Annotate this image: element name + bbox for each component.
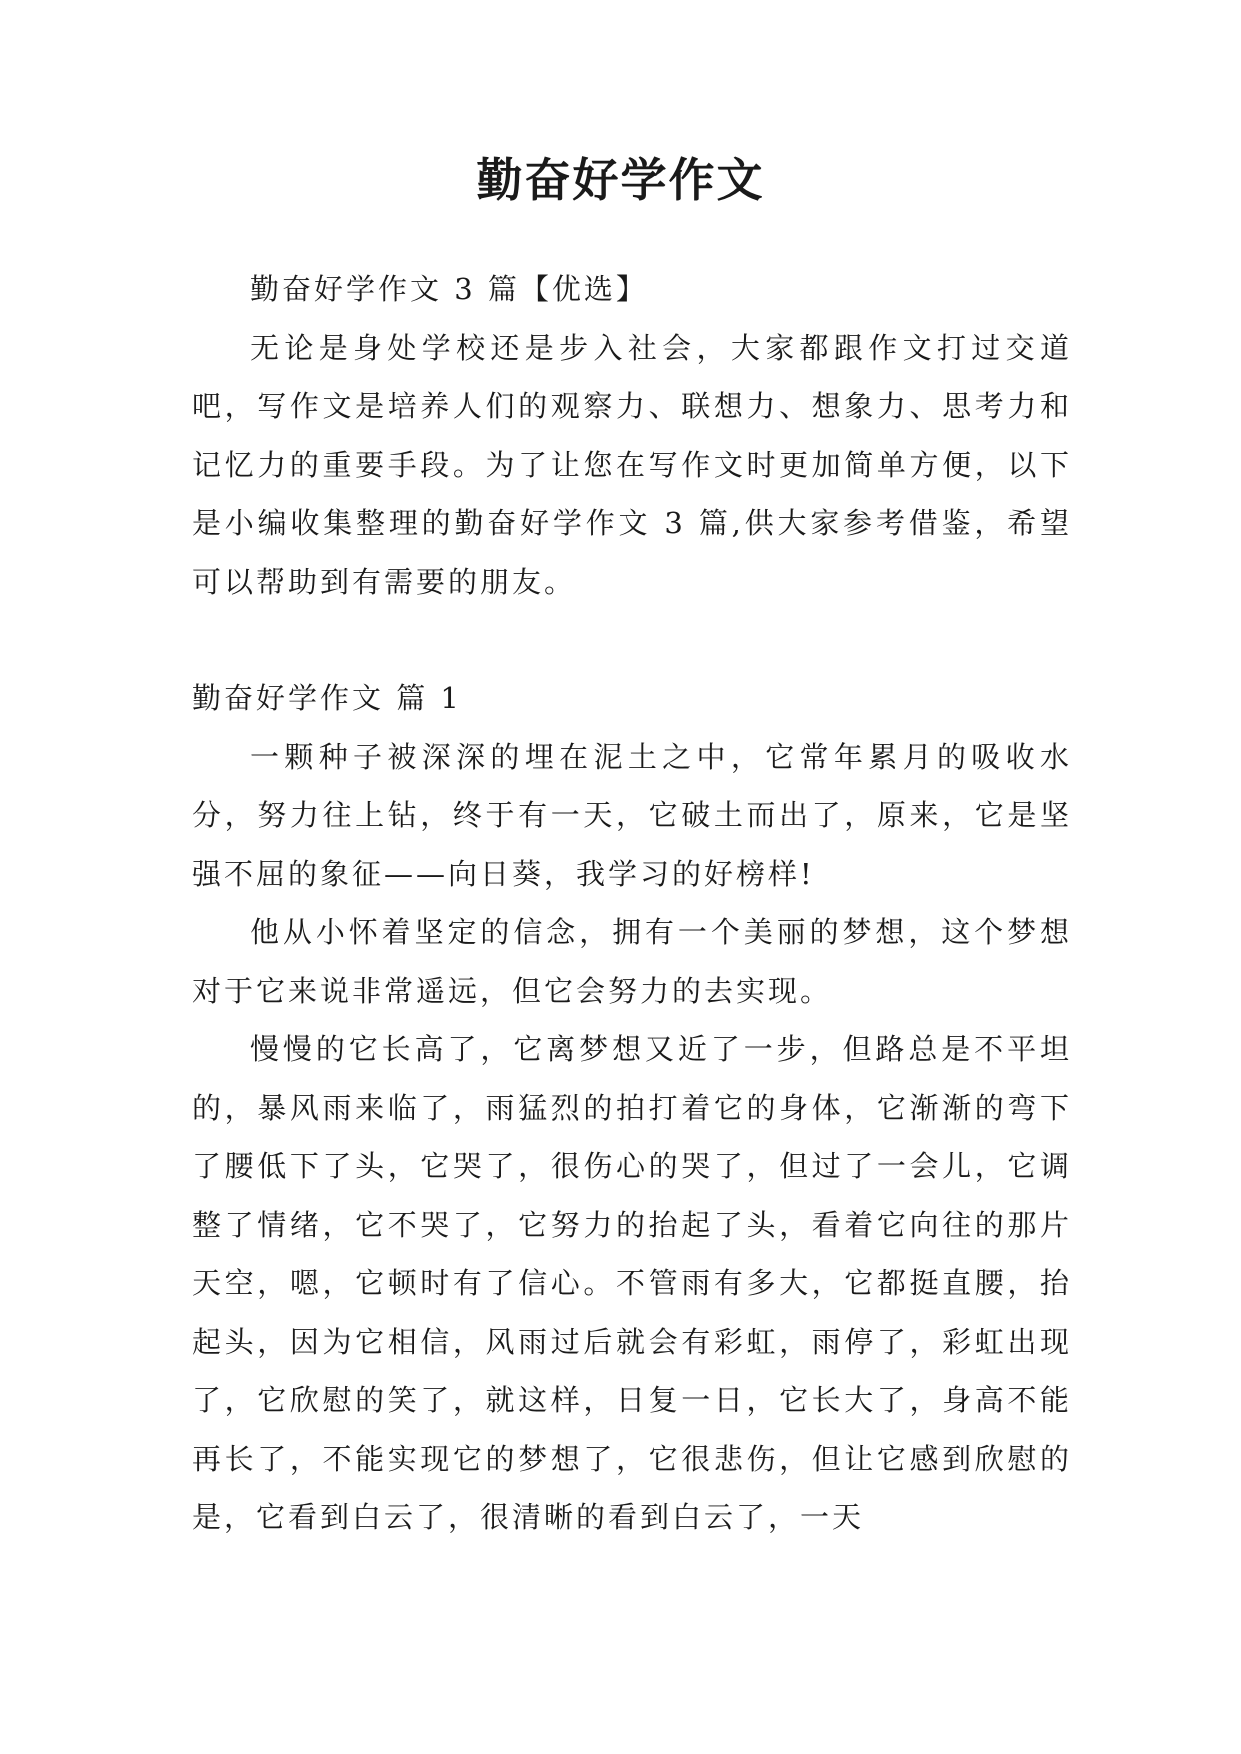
section1-paragraph-1: 一颗种子被深深的埋在泥土之中，它常年累月的吸收水分，努力往上钻，终于有一天，它破土而出了，原来，它是坚强不屈的象征——向日葵，我学习的好榜样! [192,739,1072,891]
document-body [192,260,1072,1547]
section-heading-1: 勤奋好学作文 篇 1 [192,681,462,715]
document-title: 勤奋好学作文 [476,153,765,207]
document-subtitle: 勤奋好学作文 3 篇【优选】 [250,272,648,306]
section1-paragraph-3: 慢慢的它长高了，它离梦想又近了一步，但路总是不平坦的，暴风雨来临了，雨猛烈的拍打着它的身体，它渐渐的弯下了腰低下了头，它哭了，很伤心的哭了，但过了一会儿，它调整了情绪，它不哭了，它努力的抬起了头，看着它向往的那片天空，嗯，它顿时有了信心。不管雨有多大，它都挺直腰，抬起头，因为它相信，风雨过后就会有彩虹，雨停了，彩虹出现了，它欣慰的笑了，就这样，日复一日，它长大了，身高不能再长了，不能实现它的梦想了，它很悲伤，但让它感到欣慰的是，它看到白云了，很清晰的看到白云了，一天 [192,1032,1072,1534]
section1-paragraph-2: 他从小怀着坚定的信念，拥有一个美丽的梦想，这个梦想对于它来说非常遥远，但它会努力的去实现。 [192,915,1072,1008]
intro-paragraph: 无论是身处学校还是步入社会，大家都跟作文打过交道吧，写作文是培养人们的观察力、联想力、想象力、思考力和记忆力的重要手段。为了让您在写作文时更加简单方便，以下是小编收集整理的勤奋好学作文 3 篇,供大家参考借鉴，希望可以帮助到有需要的朋友。 [192,330,1072,599]
